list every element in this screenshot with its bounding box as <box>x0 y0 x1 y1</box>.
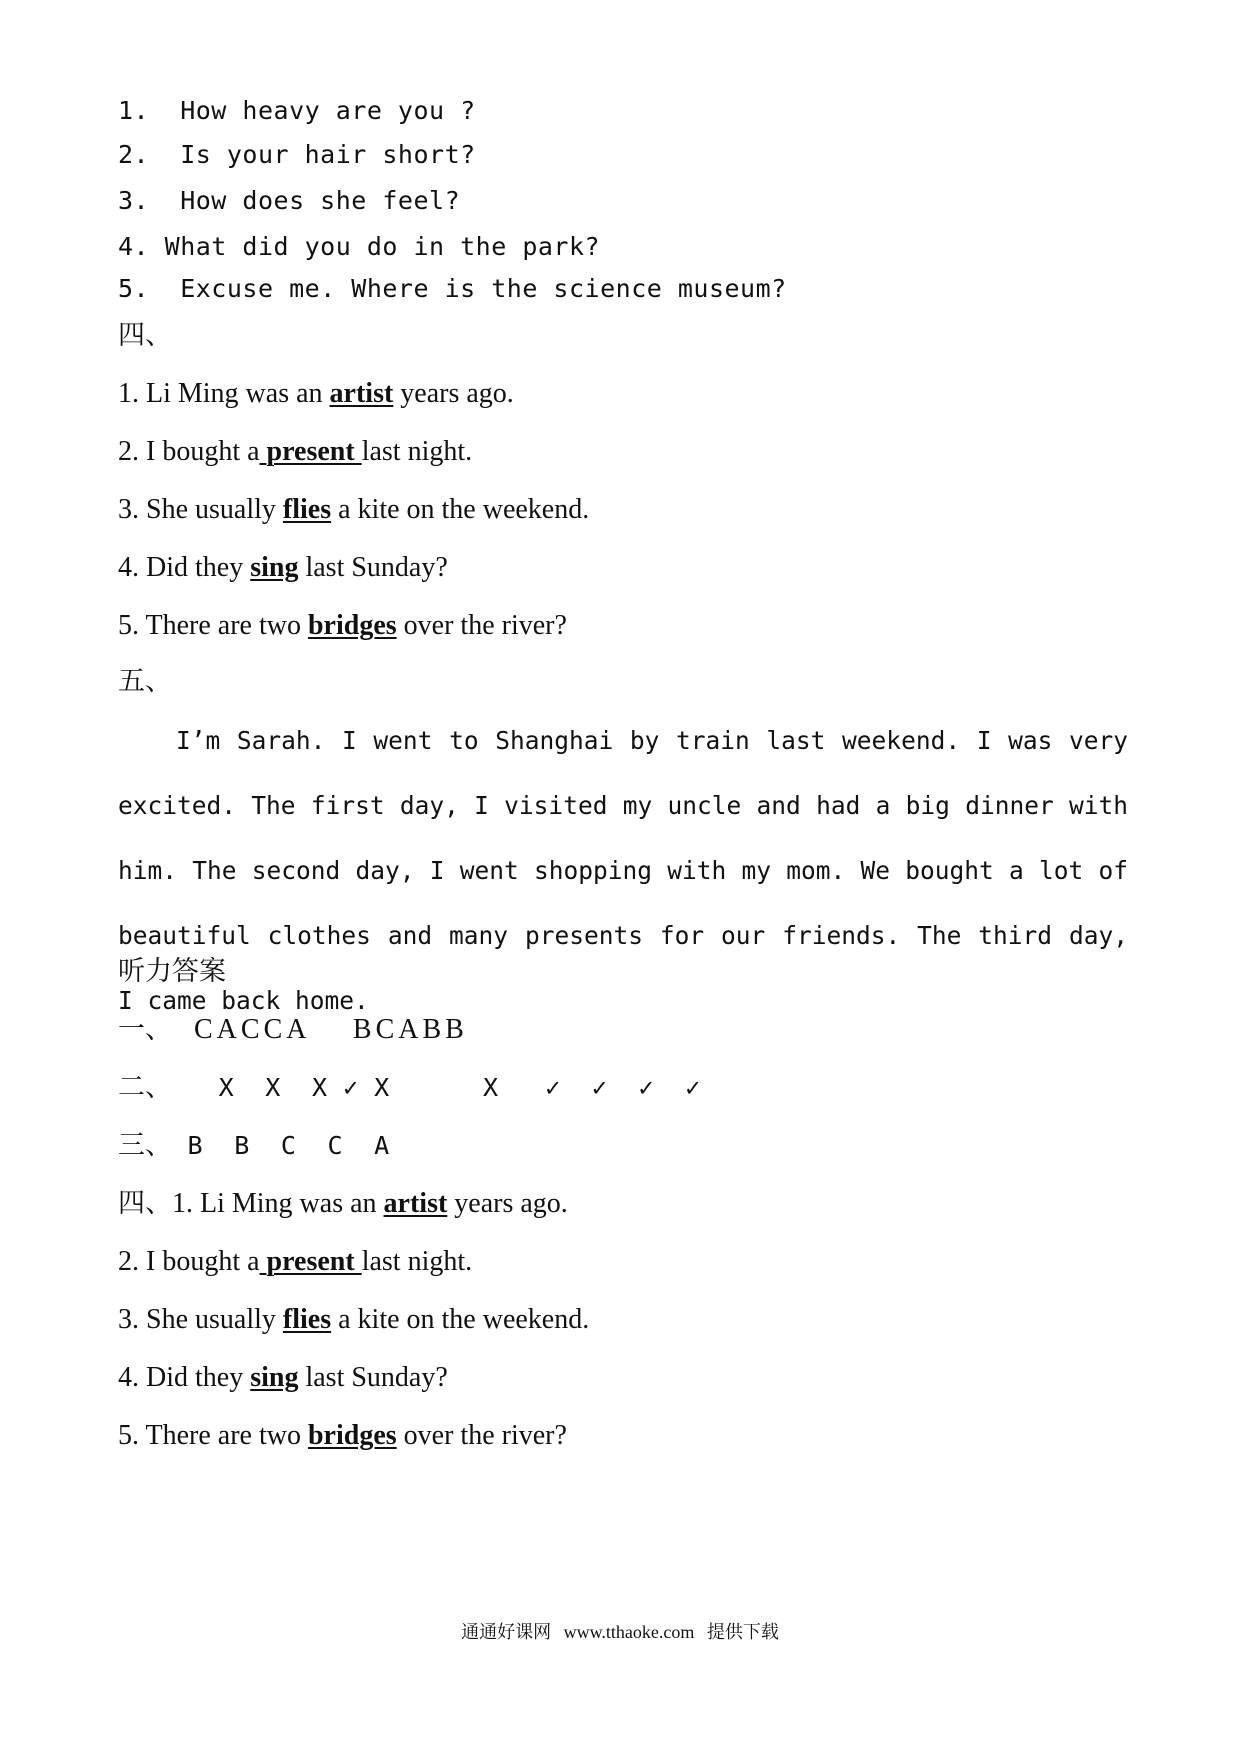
answer-4-sentence-3 <box>118 1306 589 1334</box>
answer-word: bridges <box>307 1420 397 1451</box>
answer-word: sing <box>250 1362 299 1393</box>
sentence-5 <box>118 612 567 640</box>
sentence-text: last Sunday? <box>298 552 448 583</box>
sentence-text: 2. I bought a <box>118 436 260 467</box>
answer-row-1 <box>118 1016 468 1044</box>
section-5-header: 五、 <box>118 666 172 697</box>
sentence-3 <box>118 496 589 524</box>
sentence-text: a kite on the weekend. <box>331 494 590 525</box>
footer-url-link[interactable]: www.tthaoke.com <box>563 1622 695 1642</box>
answer-4-sentence-4 <box>118 1364 448 1392</box>
answer-4-sentence-5 <box>118 1422 567 1450</box>
answer-word: bridges <box>307 610 397 641</box>
sentence-1 <box>118 380 514 408</box>
answer-value: CACCA BCABB <box>172 1014 468 1045</box>
question-5: 5. Excuse me. Where is the science museum? <box>118 274 787 303</box>
sentence-text: years ago. <box>447 1188 568 1219</box>
sentence-text: 3. She usually <box>118 494 283 525</box>
answers-title: 听力答案 <box>118 956 226 987</box>
answer-word: artist <box>329 378 394 409</box>
answer-value: X X X ✓ X X ✓ ✓ ✓ ✓ <box>172 1073 701 1102</box>
section-5-paragraph: I’m Sarah. I went to Shanghai by train last weekend. I was very excited. The first day, I visited my uncle and had a big dinner with him. The second day, I went shopping with my mom. We bought a lot of beautiful clothes and many presents for our friends. The third day, I came back home. <box>118 726 1128 1015</box>
sentence-text: a kite on the weekend. <box>331 1304 590 1335</box>
answer-word: flies <box>282 1304 332 1335</box>
answer-row-2 <box>118 1074 701 1101</box>
section-4-header: 四、 <box>118 320 172 351</box>
sentence-2 <box>118 438 472 466</box>
answer-4-sentence-1 <box>118 1190 568 1218</box>
answer-label: 二、 <box>118 1072 172 1103</box>
sentence-text: over the river? <box>396 1420 567 1451</box>
question-4: 4. What did you do in the park? <box>118 232 601 261</box>
answer-label: 三、 <box>118 1130 172 1161</box>
sentence-text: over the river? <box>396 610 567 641</box>
answer-row-3 <box>118 1132 390 1159</box>
sentence-text: last night. <box>361 436 473 467</box>
footer-site-name: 通通好课网 <box>461 1622 552 1642</box>
question-1: 1. How heavy are you ? <box>118 96 476 125</box>
sentence-text: 1. Li Ming was an <box>172 1188 384 1219</box>
answer-4-sentence-2 <box>118 1248 472 1276</box>
sentence-4 <box>118 554 448 582</box>
sentence-text: years ago. <box>393 378 514 409</box>
answer-value: B B C C A <box>172 1131 390 1160</box>
sentence-text: 3. She usually <box>118 1304 283 1335</box>
sentence-text: last Sunday? <box>298 1362 448 1393</box>
sentence-text: 2. I bought a <box>118 1246 260 1277</box>
answer-label: 一、 <box>118 1014 172 1045</box>
question-2: 2. Is your hair short? <box>118 140 476 169</box>
sentence-text: 4. Did they <box>118 1362 251 1393</box>
sentence-text: 5. There are two <box>118 1420 308 1451</box>
sentence-text: 1. Li Ming was an <box>118 378 330 409</box>
question-3: 3. How does she feel? <box>118 186 461 215</box>
footer-suffix: 提供下载 <box>706 1622 779 1642</box>
page-footer <box>0 1618 1240 1644</box>
answer-word: flies <box>282 494 332 525</box>
answer-word: sing <box>250 552 299 583</box>
answer-word: present <box>259 1246 362 1277</box>
answer-label: 四、 <box>118 1188 172 1219</box>
answer-word: present <box>259 436 362 467</box>
sentence-text: 5. There are two <box>118 610 308 641</box>
sentence-text: 4. Did they <box>118 552 251 583</box>
sentence-text: last night. <box>361 1246 473 1277</box>
answer-word: artist <box>383 1188 448 1219</box>
